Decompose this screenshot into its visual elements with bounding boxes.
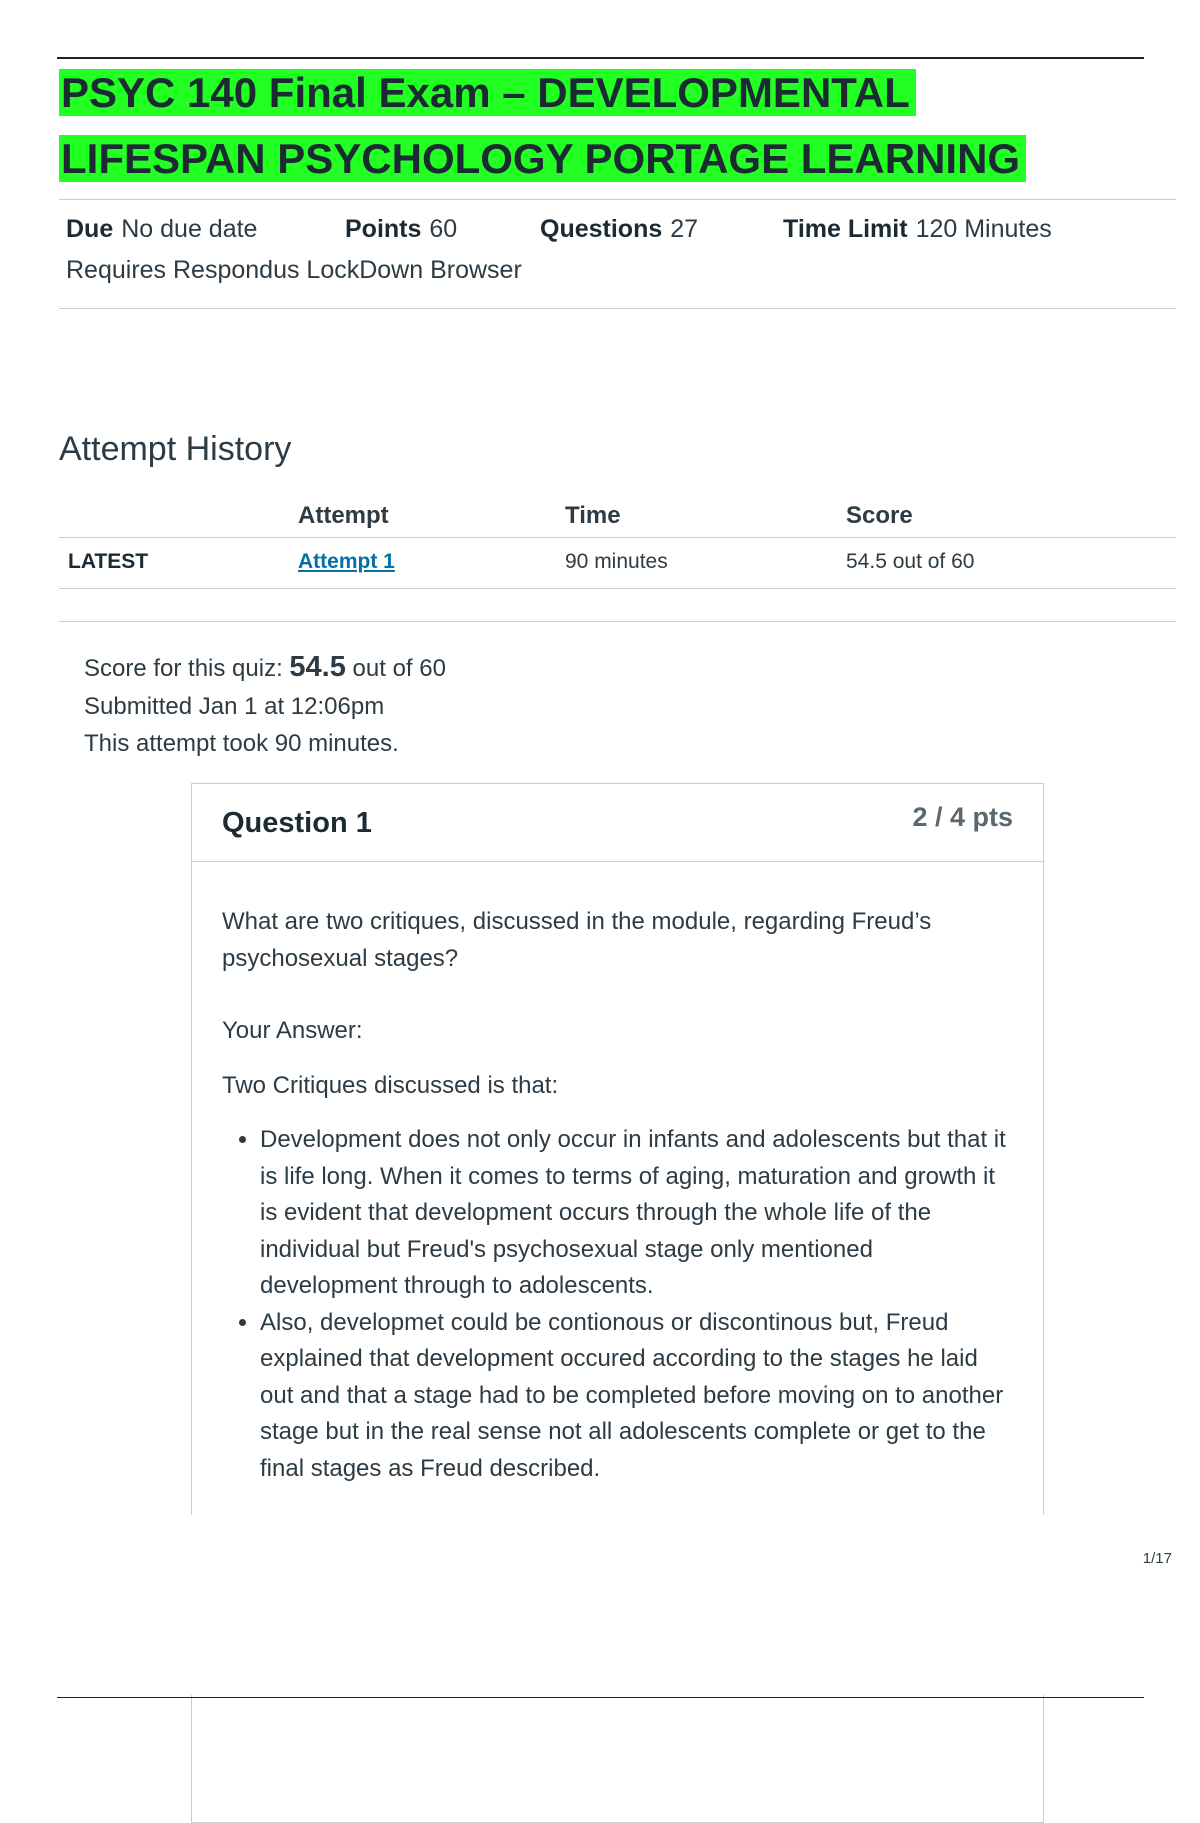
title-line-2: LIFESPAN PSYCHOLOGY PORTAGE LEARNING (59, 135, 1026, 182)
attempt-cell (298, 550, 395, 574)
meta-due: Due No due date (66, 215, 258, 243)
divider (59, 308, 1176, 309)
question-prompt: What are two critiques, discussed in the module, regarding Freud’s psychosexual stages? (222, 908, 932, 972)
page-title (59, 60, 1159, 192)
top-rule (57, 57, 1144, 59)
column-header-score: Score (846, 502, 913, 529)
latest-badge: LATEST (68, 550, 149, 573)
list-item: • Development does not only occur in infants and adolescents but that it is life long. When it comes to terms of aging, maturation and growth it is evident that development occurs through the whole life of the individual but Freud's psychosexual stage only mentioned development through to adolescents. (260, 1122, 1012, 1305)
question-points: 2 / 4 pts (912, 802, 1013, 832)
table-row-divider (59, 588, 1176, 589)
answer-list (222, 1122, 1012, 1487)
question-header (192, 784, 1043, 862)
attempt-history-heading: Attempt History (59, 430, 292, 468)
column-header-time: Time (565, 502, 621, 529)
meta-questions: Questions 27 (540, 215, 699, 243)
divider (59, 621, 1176, 622)
meta-points: Points 60 (345, 215, 458, 243)
lockdown-requirement: Requires Respondus LockDown Browser (66, 256, 522, 284)
meta-time-limit: Time Limit 120 Minutes (783, 215, 1052, 243)
divider (59, 199, 1176, 200)
answer-label: Your Answer: (222, 1017, 363, 1044)
column-header-attempt: Attempt (298, 502, 389, 529)
bottom-rule (57, 1697, 1144, 1698)
attempt-duration: This attempt took 90 minutes. (84, 730, 399, 757)
table-header-divider (59, 537, 1176, 538)
attempt-link[interactable]: Attempt 1 (298, 550, 395, 573)
answer-intro: Two Critiques discussed is that: (222, 1072, 559, 1099)
list-item: • Also, developmet could be contionous or discontinous but, Freud explained that development occured according to the stages he laid out and that a stage had to be completed before moving on to another stage but in the real sense not all adolescents complete or get to the final stages as Freud described. (260, 1305, 1012, 1488)
page-break (0, 1515, 1200, 1695)
score-value: 54.5 (289, 651, 346, 683)
quiz-score: Score for this quiz: 54.5 out of 60 (84, 651, 446, 683)
score-cell: 54.5 out of 60 (846, 550, 975, 573)
time-cell: 90 minutes (565, 550, 668, 573)
question-title: Question 1 (222, 807, 372, 839)
title-line-1: PSYC 140 Final Exam – DEVELOPMENTAL (59, 69, 916, 116)
submitted-timestamp: Submitted Jan 1 at 12:06pm (84, 693, 385, 720)
page-number: 1/17 (1142, 1550, 1172, 1567)
